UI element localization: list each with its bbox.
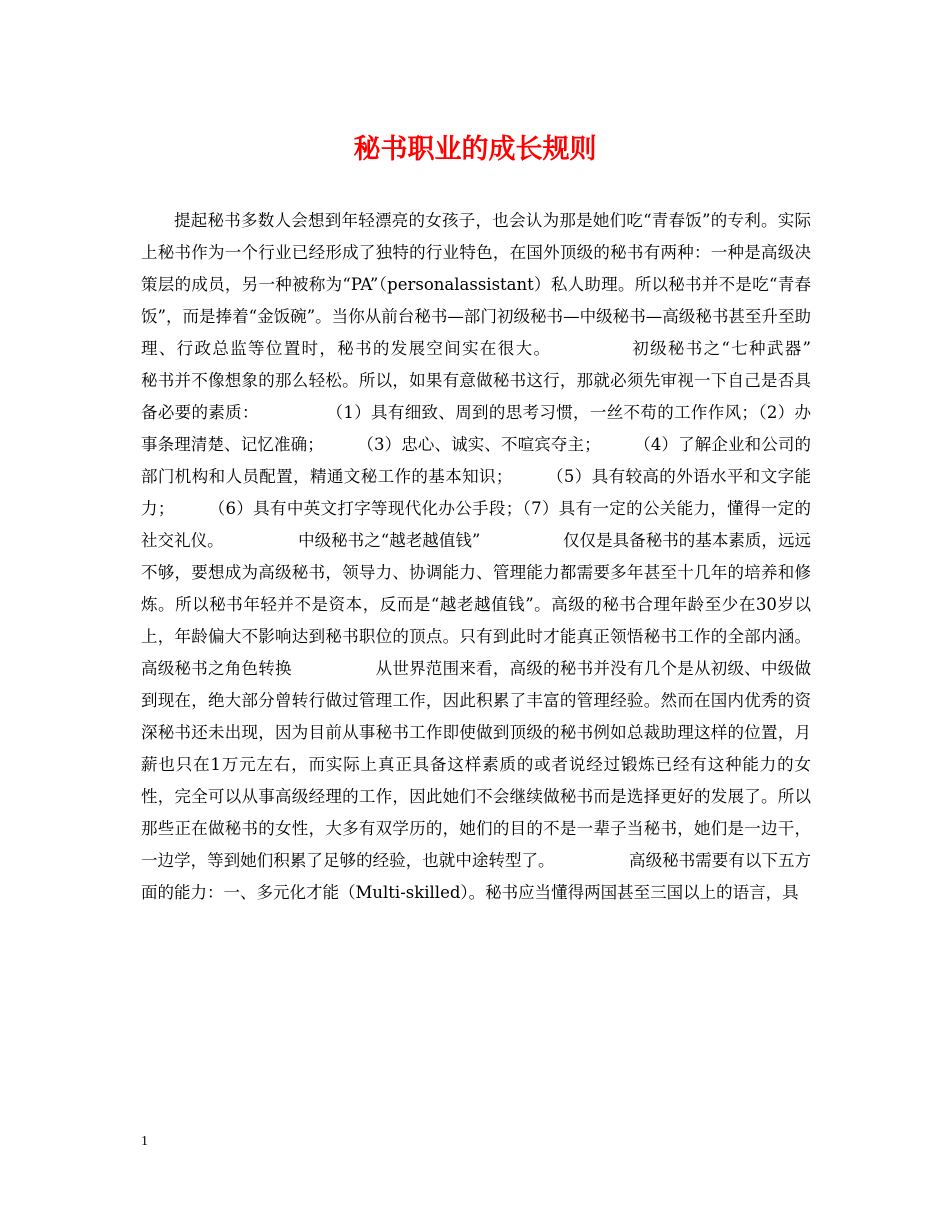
document-title: 秘书职业的成长规则 — [353, 134, 597, 165]
page-number: 1 — [141, 1134, 148, 1149]
body-paragraph: 提起秘书多数人会想到年轻漂亮的女孩子，也会认为那是她们吃“青春饭”的专利。实际上秘书作为一个行业已经形成了独特的行业特色，在国外顶级的秘书有两种：一种是高级决策层的成员，另一种被称为“PA”（personalassistant）私人助理。所以秘书并不是吃“青春饭”，而是捧着“金饭碗”。当你从前台秘书—部门初级秘书—中级秘书—高级秘书甚至升至助理、行政总监等位置时，秘书的发展空间实在很大。 初级秘书之“七种武器” 秘书并不像想象的那么轻松。所以，如果有意做秘书这行，那就必须先审视一下自己是否具备必要的素质： （1）具有细致、周到的思考习惯，一丝不苟的工作作风；（2）办事条理清楚、记忆准确； （3）忠心、诚实、不喧宾夺主； （4）了解企业和公司的部门机构和人员配置，精通文秘工作的基本知识； （5）具有较高的外语水平和文字能力； （6）具有中英文打字等现代化办公手段；（7）具有一定的公关能力，懂得一定的社交礼仪。 中级秘书之“越老越值钱” 仅仅是具备秘书的基本素质，远远不够，要想成为高级秘书，领导力、协调能力、管理能力都需要多年甚至十几年的培养和修炼。所以秘书年轻并不是资本，反而是“越老越值钱”。高级的秘书合理年龄至少在30岁以上，年龄偏大不影响达到秘书职位的顶点。只有到此时才能真正领悟秘书工作的全部内涵。高级秘书之角色转换 从世界范围来看，高级的秘书并没有几个是从初级、中级做到现在，绝大部分曾转行做过管理工作，因此积累了丰富的管理经验。然而在国内优秀的资深秘书还未出现，因为目前从事秘书工作即使做到顶级的秘书例如总裁助理这样的位置，月薪也只在1万元左右，而实际上真正具备这样素质的或者说经过锻炼已经有这种能力的女性，完全可以从事高级经理的工作，因此她们不会继续做秘书而是选择更好的发展了。所以那些正在做秘书的女性，大多有双学历的，她们的目的不是一辈子当秘书，她们是一边干，一边学，等到她们积累了足够的经验，也就中途转型了。 高级秘书需要有以下五方面的能力：一、多元化才能（Multi-skilled）。秘书应当懂得两国甚至三国以上的语言，具 — [141, 211, 894, 902]
